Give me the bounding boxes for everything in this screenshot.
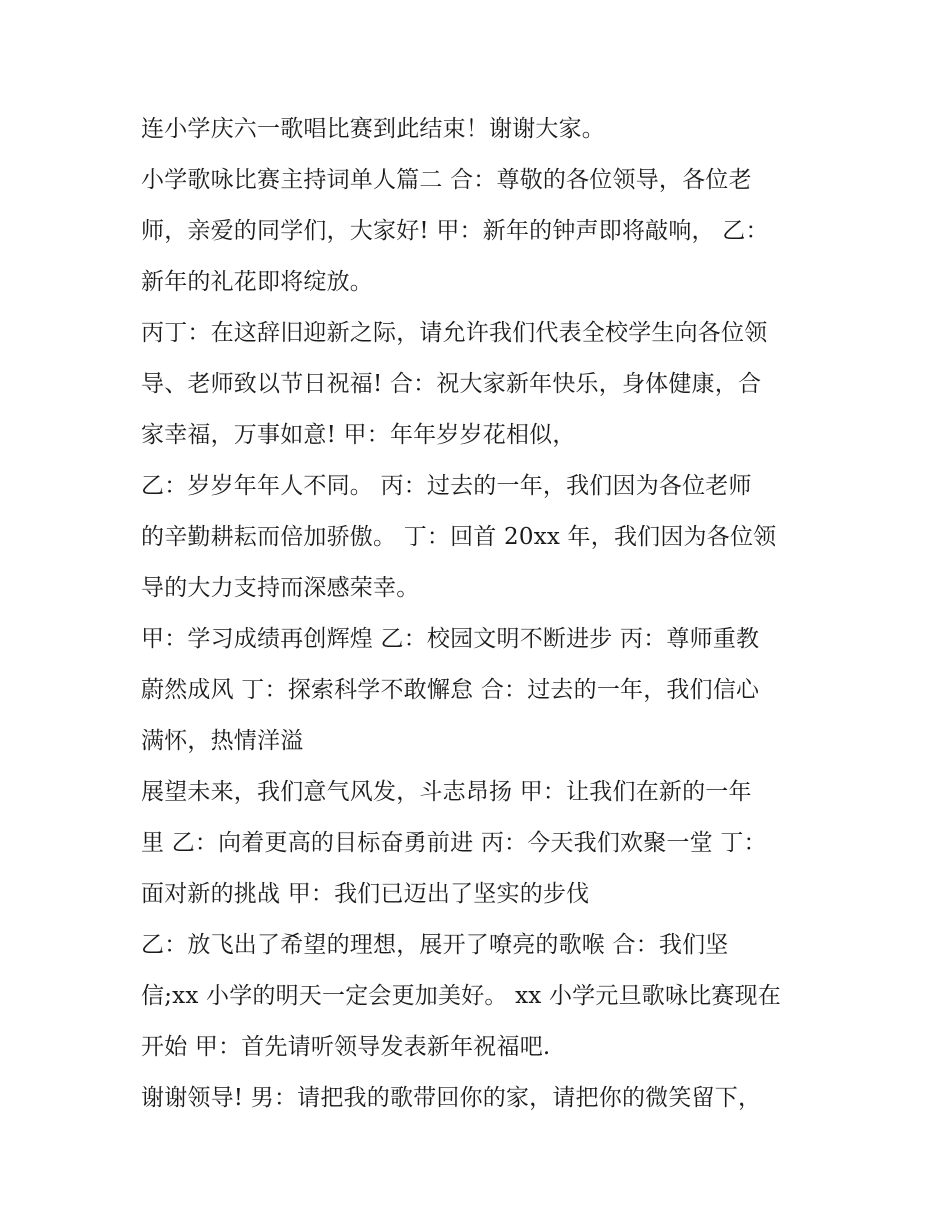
text-line: 新年的礼花即将绽放。: [141, 269, 373, 295]
text-line: 连小学庆六一歌唱比赛到此结束！谢谢大家。: [141, 116, 605, 142]
text-line: 满怀，热情洋溢: [141, 728, 304, 754]
text-line: 的辛勤耕耘而倍加骄傲。 丁：回首 20xx 年，我们因为各位领: [141, 524, 777, 550]
text-line: 开始 甲：首先请听领导发表新年祝福吧.: [141, 1034, 551, 1060]
text-line: 乙：岁岁年年人不同。 丙：过去的一年，我们因为各位老师: [141, 473, 752, 499]
text-line: 丙丁：在这辞旧迎新之际，请允许我们代表全校学生向各位领: [141, 320, 768, 346]
text-line: 信;xx 小学的明天一定会更加美好。 xx 小学元旦歌咏比赛现在: [141, 983, 781, 1009]
text-line: 蔚然成风 丁：探索科学不敢懈怠 合：过去的一年，我们信心: [141, 677, 760, 703]
text-line: 乙：放飞出了希望的理想，展开了嘹亮的歌喉 合：我们坚: [141, 932, 729, 958]
text-line: 导的大力支持而深感荣幸。: [141, 575, 420, 601]
document-body: [141, 104, 821, 1124]
text-line: 里 乙：向着更高的目标奋勇前进 丙：今天我们欢聚一堂 丁：: [141, 830, 767, 856]
text-line: 师，亲爱的同学们，大家好! 甲：新年的钟声即将敲响， 乙：: [141, 218, 769, 244]
text-line: 小学歌咏比赛主持词单人篇二 合：尊敬的各位领导，各位老: [141, 167, 752, 193]
text-line: 展望未来，我们意气风发，斗志昂扬 甲：让我们在新的一年: [141, 779, 752, 805]
text-line: 谢谢领导! 男：请把我的歌带回你的家，请把你的微笑留下，: [141, 1085, 762, 1111]
text-line: 导、老师致以节日祝福! 合：祝大家新年快乐，身体健康，合: [141, 371, 762, 397]
text-line: 家幸福，万事如意! 甲：年年岁岁花相似，: [141, 422, 576, 448]
text-line: 面对新的挑战 甲：我们已迈出了坚实的步伐: [141, 881, 590, 907]
text-line: 甲：学习成绩再创辉煌 乙：校园文明不断进步 丙：尊师重教: [141, 626, 760, 652]
